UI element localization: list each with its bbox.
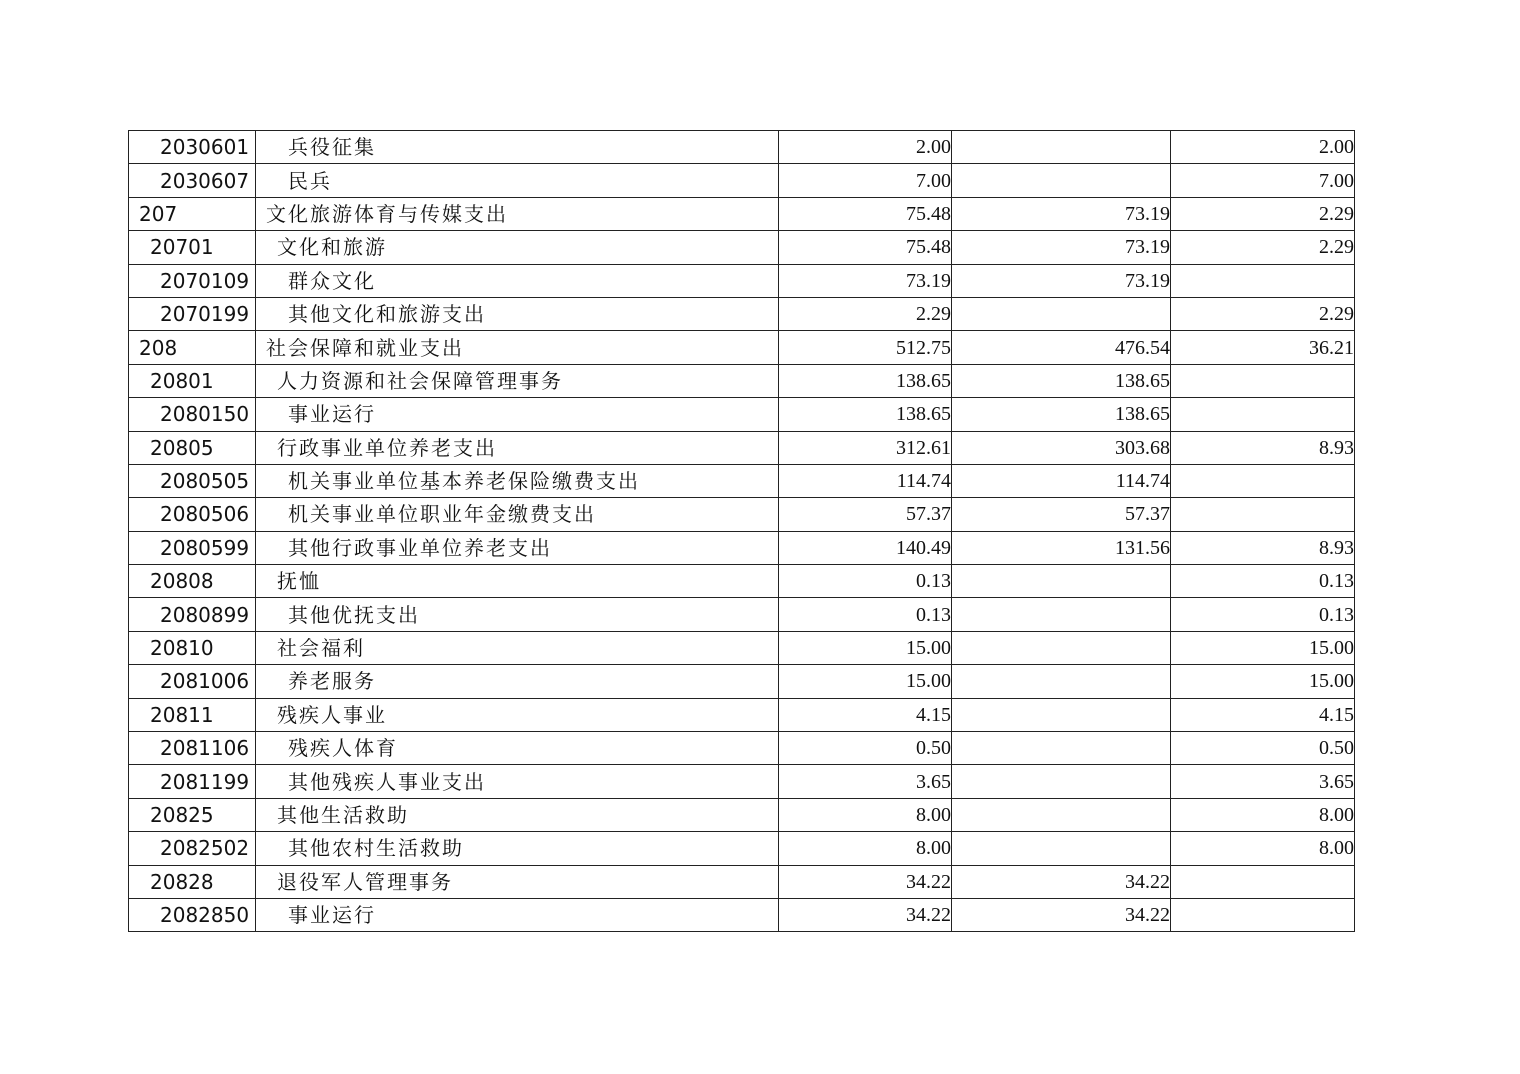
project-expenditure-cell [1171,898,1355,931]
subject-code-cell: 2082502 [129,832,256,865]
project-expenditure-cell [1171,264,1355,297]
table-row [129,297,1355,330]
table-row [129,464,1355,497]
basic-expenditure-cell [952,164,1171,197]
total-amount-cell: 34.22 [779,865,952,898]
table-row [129,665,1355,698]
subject-code-cell: 20828 [129,865,256,898]
total-amount-cell: 75.48 [779,231,952,264]
basic-expenditure-cell: 138.65 [952,398,1171,431]
subject-name-cell: 其他文化和旅游支出 [256,297,779,330]
project-expenditure-cell [1171,498,1355,531]
subject-name-cell: 事业运行 [256,398,779,431]
subject-name-cell: 社会福利 [256,631,779,664]
project-expenditure-cell: 4.15 [1171,698,1355,731]
total-amount-cell: 8.00 [779,832,952,865]
subject-name-cell: 其他优抚支出 [256,598,779,631]
basic-expenditure-cell: 114.74 [952,464,1171,497]
project-expenditure-cell: 8.93 [1171,531,1355,564]
total-amount-cell: 138.65 [779,398,952,431]
total-amount-cell: 4.15 [779,698,952,731]
total-amount-cell: 0.13 [779,598,952,631]
subject-name-cell: 人力资源和社会保障管理事务 [256,364,779,397]
total-amount-cell: 140.49 [779,531,952,564]
subject-code-cell: 2030607 [129,164,256,197]
subject-name-cell: 机关事业单位基本养老保险缴费支出 [256,464,779,497]
basic-expenditure-cell: 303.68 [952,431,1171,464]
subject-name-cell: 残疾人体育 [256,732,779,765]
subject-name-cell: 其他生活救助 [256,798,779,831]
project-expenditure-cell: 15.00 [1171,631,1355,664]
table-row [129,164,1355,197]
project-expenditure-cell: 7.00 [1171,164,1355,197]
project-expenditure-cell: 2.29 [1171,197,1355,230]
subject-code-cell: 2080506 [129,498,256,531]
total-amount-cell: 15.00 [779,631,952,664]
subject-code-cell: 2081006 [129,665,256,698]
table-row [129,331,1355,364]
subject-code-cell: 2082850 [129,898,256,931]
subject-code-cell: 20825 [129,798,256,831]
project-expenditure-cell: 2.00 [1171,131,1355,164]
basic-expenditure-cell [952,732,1171,765]
basic-expenditure-cell [952,765,1171,798]
subject-name-cell: 兵役征集 [256,131,779,164]
total-amount-cell: 114.74 [779,464,952,497]
project-expenditure-cell: 15.00 [1171,665,1355,698]
subject-code-cell: 2081199 [129,765,256,798]
subject-code-cell: 2080150 [129,398,256,431]
table-row [129,732,1355,765]
table-row [129,865,1355,898]
total-amount-cell: 75.48 [779,197,952,230]
table-row [129,898,1355,931]
table-row [129,498,1355,531]
table-row [129,231,1355,264]
basic-expenditure-cell [952,832,1171,865]
table-row [129,698,1355,731]
total-amount-cell: 2.29 [779,297,952,330]
basic-expenditure-cell: 73.19 [952,264,1171,297]
basic-expenditure-cell: 34.22 [952,865,1171,898]
subject-code-cell: 20805 [129,431,256,464]
subject-name-cell: 养老服务 [256,665,779,698]
project-expenditure-cell: 36.21 [1171,331,1355,364]
project-expenditure-cell [1171,364,1355,397]
subject-code-cell: 2070199 [129,297,256,330]
total-amount-cell: 138.65 [779,364,952,397]
subject-name-cell: 文化旅游体育与传媒支出 [256,197,779,230]
table-row [129,798,1355,831]
subject-code-cell: 20801 [129,364,256,397]
subject-code-cell: 208 [129,331,256,364]
total-amount-cell: 57.37 [779,498,952,531]
basic-expenditure-cell: 34.22 [952,898,1171,931]
basic-expenditure-cell: 138.65 [952,364,1171,397]
total-amount-cell: 512.75 [779,331,952,364]
budget-expenditure-table [128,130,1355,932]
total-amount-cell: 7.00 [779,164,952,197]
project-expenditure-cell: 0.13 [1171,598,1355,631]
subject-name-cell: 残疾人事业 [256,698,779,731]
subject-code-cell: 2070109 [129,264,256,297]
table-row [129,765,1355,798]
subject-name-cell: 退役军人管理事务 [256,865,779,898]
subject-code-cell: 2080599 [129,531,256,564]
basic-expenditure-cell [952,698,1171,731]
subject-name-cell: 行政事业单位养老支出 [256,431,779,464]
table-row [129,565,1355,598]
basic-expenditure-cell [952,665,1171,698]
project-expenditure-cell: 0.13 [1171,565,1355,598]
basic-expenditure-cell [952,565,1171,598]
table-body [129,131,1355,932]
project-expenditure-cell [1171,464,1355,497]
basic-expenditure-cell: 476.54 [952,331,1171,364]
table-row [129,197,1355,230]
table-row [129,364,1355,397]
subject-code-cell: 207 [129,197,256,230]
table-row [129,631,1355,664]
subject-code-cell: 2080505 [129,464,256,497]
basic-expenditure-cell [952,631,1171,664]
table-row [129,832,1355,865]
subject-name-cell: 事业运行 [256,898,779,931]
basic-expenditure-cell [952,131,1171,164]
total-amount-cell: 73.19 [779,264,952,297]
subject-code-cell: 2030601 [129,131,256,164]
total-amount-cell: 34.22 [779,898,952,931]
table-row [129,531,1355,564]
basic-expenditure-cell [952,798,1171,831]
basic-expenditure-cell [952,297,1171,330]
subject-code-cell: 20811 [129,698,256,731]
basic-expenditure-cell [952,598,1171,631]
project-expenditure-cell: 8.93 [1171,431,1355,464]
subject-name-cell: 群众文化 [256,264,779,297]
project-expenditure-cell: 8.00 [1171,832,1355,865]
total-amount-cell: 15.00 [779,665,952,698]
project-expenditure-cell: 2.29 [1171,231,1355,264]
project-expenditure-cell: 3.65 [1171,765,1355,798]
total-amount-cell: 2.00 [779,131,952,164]
table-row [129,431,1355,464]
subject-name-cell: 其他行政事业单位养老支出 [256,531,779,564]
project-expenditure-cell [1171,398,1355,431]
table-row [129,398,1355,431]
subject-code-cell: 20701 [129,231,256,264]
total-amount-cell: 0.50 [779,732,952,765]
subject-name-cell: 民兵 [256,164,779,197]
basic-expenditure-cell: 57.37 [952,498,1171,531]
basic-expenditure-cell: 73.19 [952,231,1171,264]
subject-name-cell: 机关事业单位职业年金缴费支出 [256,498,779,531]
total-amount-cell: 8.00 [779,798,952,831]
project-expenditure-cell [1171,865,1355,898]
subject-name-cell: 文化和旅游 [256,231,779,264]
total-amount-cell: 3.65 [779,765,952,798]
project-expenditure-cell: 2.29 [1171,297,1355,330]
table-row [129,264,1355,297]
subject-name-cell: 抚恤 [256,565,779,598]
subject-name-cell: 社会保障和就业支出 [256,331,779,364]
table-row [129,131,1355,164]
project-expenditure-cell: 0.50 [1171,732,1355,765]
basic-expenditure-cell: 131.56 [952,531,1171,564]
project-expenditure-cell: 8.00 [1171,798,1355,831]
table-row [129,598,1355,631]
subject-code-cell: 2080899 [129,598,256,631]
basic-expenditure-cell: 73.19 [952,197,1171,230]
subject-name-cell: 其他农村生活救助 [256,832,779,865]
subject-code-cell: 2081106 [129,732,256,765]
subject-name-cell: 其他残疾人事业支出 [256,765,779,798]
total-amount-cell: 312.61 [779,431,952,464]
subject-code-cell: 20810 [129,631,256,664]
subject-code-cell: 20808 [129,565,256,598]
total-amount-cell: 0.13 [779,565,952,598]
